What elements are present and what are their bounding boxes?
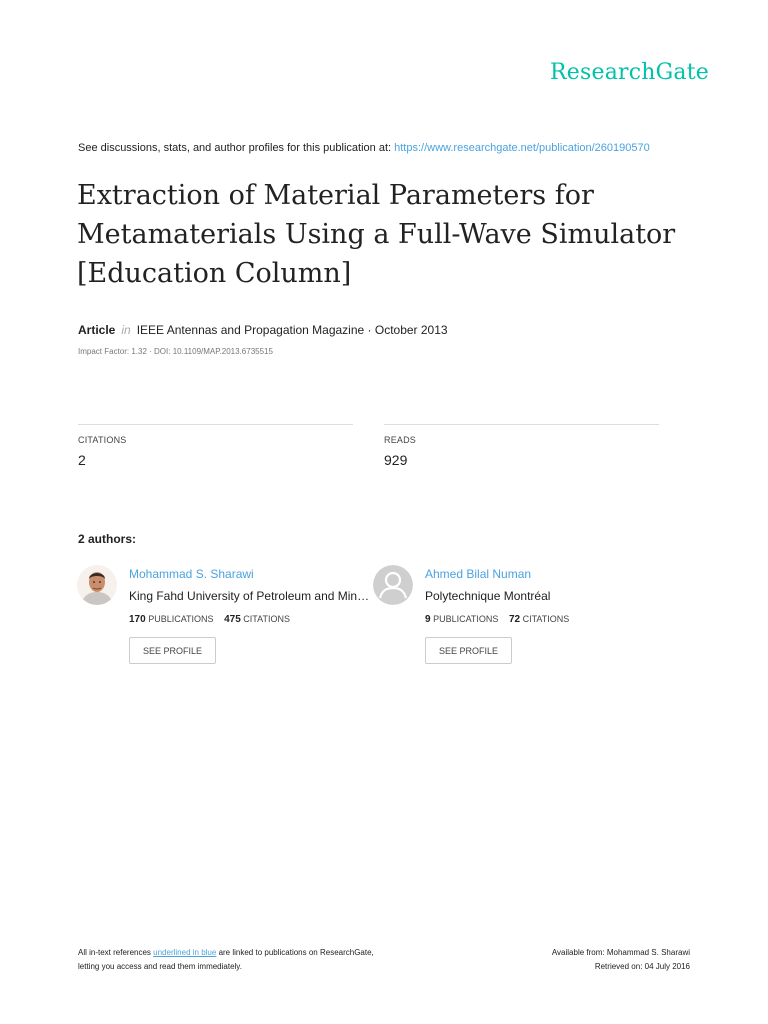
publications-label: PUBLICATIONS bbox=[433, 614, 499, 624]
footer-note-line2: letting you access and read them immediately. bbox=[78, 962, 242, 971]
citations-label: CITATIONS bbox=[522, 614, 570, 624]
reads-value: 929 bbox=[384, 452, 408, 468]
footer-note-line1 bbox=[78, 946, 374, 960]
citations-count: 475 bbox=[224, 614, 241, 625]
author-counts bbox=[129, 614, 298, 625]
title-line: Metamaterials Using a Full-Wave Simulator bbox=[77, 219, 676, 250]
publication-title bbox=[77, 176, 697, 293]
footer-text: All in-text references bbox=[78, 948, 151, 957]
citations-label: CITATIONS bbox=[243, 614, 290, 624]
discussion-text: See discussions, stats, and author profiles for this publication at: bbox=[78, 142, 392, 154]
author-name-link[interactable]: Ahmed Bilal Numan bbox=[425, 567, 532, 581]
default-avatar-icon[interactable] bbox=[373, 565, 413, 605]
researchgate-logo[interactable]: ResearchGate bbox=[550, 60, 709, 85]
citations-count: 72 bbox=[508, 614, 521, 625]
availability-info bbox=[552, 946, 690, 974]
author-name-link[interactable]: Mohammad S. Sharawi bbox=[129, 567, 254, 581]
footer-note bbox=[78, 946, 374, 974]
citations-label: CITATIONS bbox=[78, 435, 127, 445]
publication-meta bbox=[78, 323, 448, 337]
citations-value: 2 bbox=[78, 452, 86, 468]
publications-count: 9 bbox=[425, 614, 431, 625]
publication-type: Article bbox=[78, 323, 116, 337]
publication-venue[interactable]: IEEE Antennas and Propagation Magazine · October 2013 bbox=[136, 323, 448, 337]
author-photo[interactable] bbox=[77, 565, 117, 605]
retrieved-on: Retrieved on: 04 July 2016 bbox=[594, 962, 690, 971]
title-line: Extraction of Material Parameters for bbox=[77, 180, 594, 211]
author-institution: Polytechnique Montréal bbox=[425, 589, 551, 603]
title-line: [Education Column] bbox=[77, 258, 352, 289]
footer-text: are linked to publications on ResearchGate, bbox=[218, 948, 374, 957]
see-profile-button[interactable]: SEE PROFILE bbox=[425, 637, 512, 664]
available-from: Available from: Mohammad S. Sharawi bbox=[551, 948, 690, 957]
publications-label: PUBLICATIONS bbox=[148, 614, 214, 624]
publications-count: 170 bbox=[129, 614, 146, 625]
authors-heading: 2 authors: bbox=[78, 532, 137, 546]
in-label: in bbox=[121, 323, 131, 337]
see-profile-button[interactable]: SEE PROFILE bbox=[129, 637, 216, 664]
publication-url-link[interactable]: https://www.researchgate.net/publication/260190570 bbox=[394, 142, 650, 154]
author-card bbox=[77, 565, 377, 675]
author-card bbox=[373, 565, 673, 675]
reads-label: READS bbox=[384, 435, 417, 445]
author-counts bbox=[425, 614, 577, 625]
impact-factor-doi: Impact Factor: 1.32 · DOI: 10.1109/MAP.2013.6735515 bbox=[78, 347, 273, 356]
citations-divider bbox=[78, 424, 353, 425]
reads-divider bbox=[384, 424, 659, 425]
discussion-line bbox=[78, 142, 650, 154]
author-institution: King Fahd University of Petroleum and Min… bbox=[129, 589, 370, 603]
underlined-blue-sample: underlined in blue bbox=[153, 948, 217, 957]
